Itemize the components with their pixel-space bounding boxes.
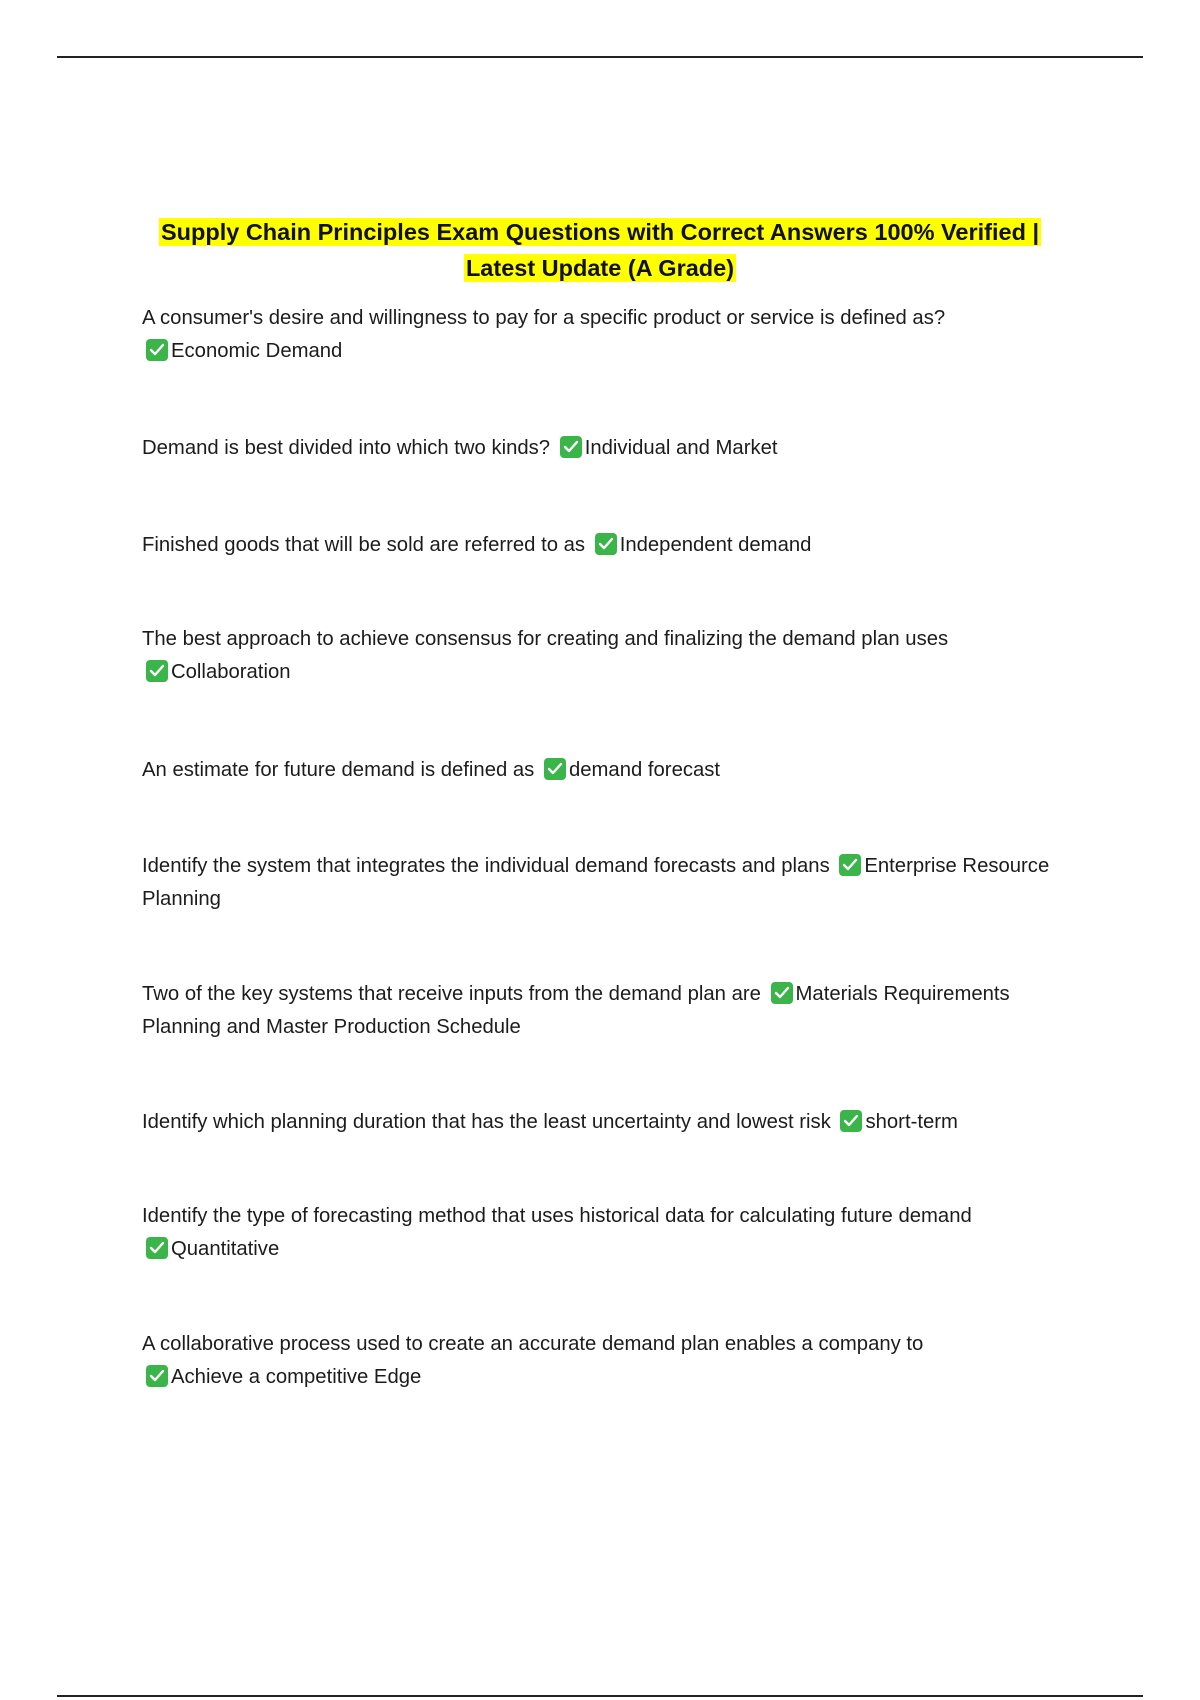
question-text: Identify the type of forecasting method that uses historical data for calculating future demand (142, 1205, 972, 1227)
check-mark-icon (146, 1365, 168, 1387)
footer-rule (57, 1695, 1143, 1697)
answer-text: short-term (865, 1111, 958, 1133)
answer-text: Collaboration (171, 661, 291, 683)
document-title (100, 214, 1100, 286)
check-mark-icon (595, 533, 617, 555)
check-mark-icon (840, 1110, 862, 1132)
title-line-2: Latest Update (A Grade) (465, 255, 735, 281)
question-text: Demand is best divided into which two kinds? (142, 437, 551, 459)
question-text: Identify the system that integrates the individual demand forecasts and plans (142, 855, 830, 877)
qa-item (142, 623, 1062, 689)
answer-text: Enterprise Resource Planning (142, 855, 1050, 910)
question-text: Finished goods that will be sold are referred to as (142, 534, 586, 556)
question-text: A consumer's desire and willingness to pay for a specific product or service is defined as? (142, 307, 946, 329)
qa-item (142, 1328, 1062, 1394)
answer-text: Quantitative (171, 1238, 280, 1260)
qa-item (142, 754, 1062, 787)
answer-text: Materials Requirements Planning and Master Production Schedule (142, 983, 1010, 1038)
header-rule (57, 56, 1143, 58)
question-text: The best approach to achieve consensus for creating and finalizing the demand plan uses (142, 628, 949, 650)
check-mark-icon (839, 854, 861, 876)
answer-text: demand forecast (568, 759, 721, 781)
check-mark-icon (146, 660, 168, 682)
qa-item (142, 1200, 1062, 1266)
qa-item (142, 432, 1062, 465)
qa-item (142, 1106, 1062, 1139)
question-text: A collaborative process used to create an accurate demand plan enables a company to (142, 1333, 924, 1355)
question-text: Two of the key systems that receive inputs from the demand plan are (142, 983, 761, 1005)
question-text: Identify which planning duration that has the least uncertainty and lowest risk (142, 1111, 831, 1133)
check-mark-icon (560, 436, 582, 458)
check-mark-icon (771, 982, 793, 1004)
qa-item (142, 978, 1062, 1044)
qa-item (142, 850, 1062, 916)
check-mark-icon (146, 339, 168, 361)
qa-item (142, 529, 1062, 562)
answer-text: Individual and Market (584, 437, 778, 459)
answer-text: Independent demand (619, 534, 812, 556)
answer-text: Achieve a competitive Edge (171, 1366, 422, 1388)
check-mark-icon (146, 1237, 168, 1259)
question-text: An estimate for future demand is defined as (142, 759, 535, 781)
answer-text: Economic Demand (171, 340, 343, 362)
qa-item (142, 302, 1062, 368)
check-mark-icon (544, 758, 566, 780)
title-line-1: Supply Chain Principles Exam Questions with Correct Answers 100% Verified | (160, 219, 1040, 245)
